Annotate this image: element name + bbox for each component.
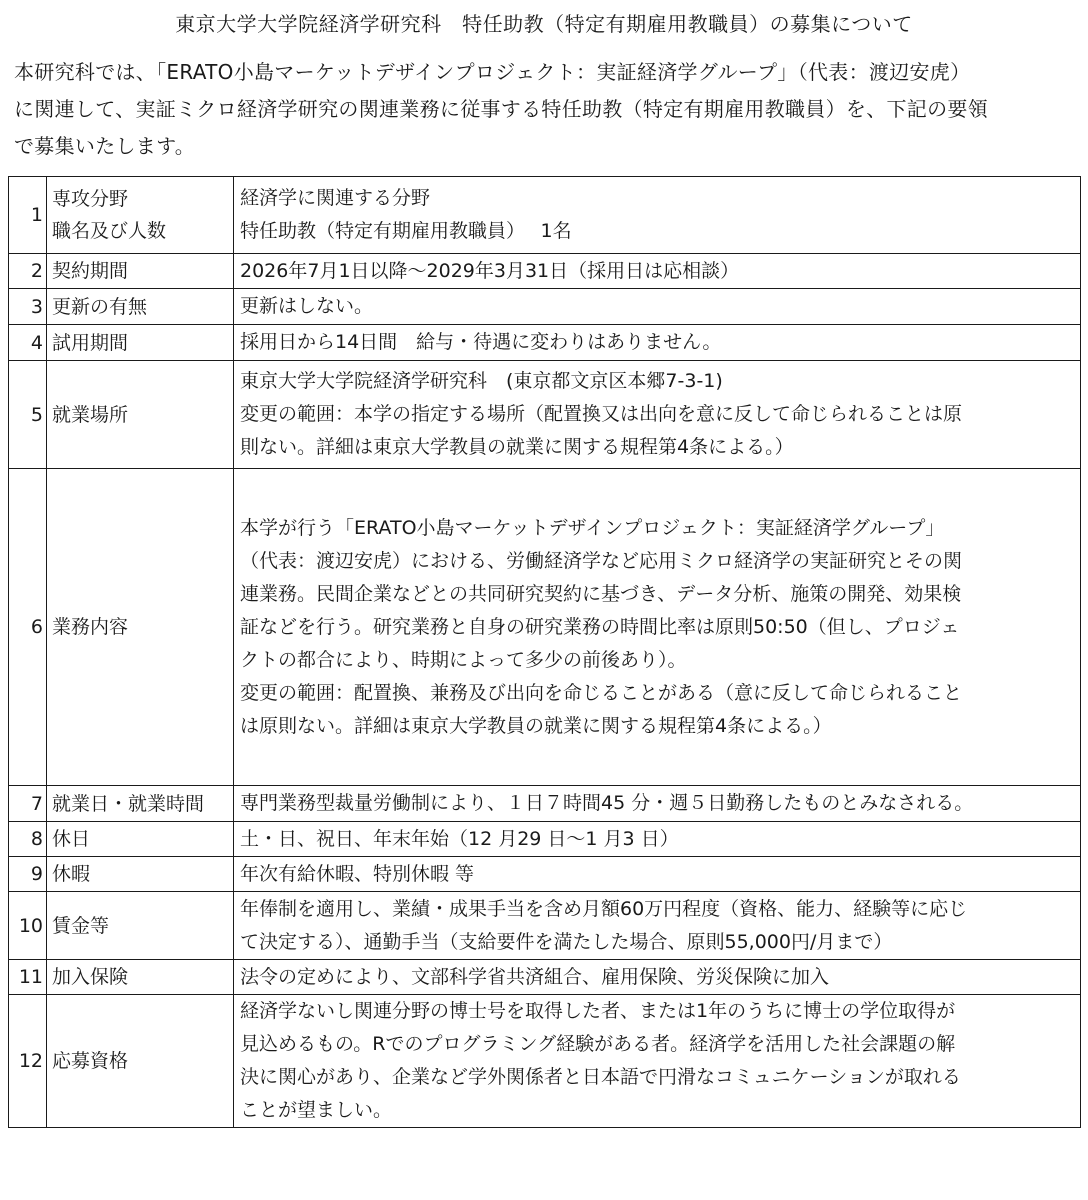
row-content-line: 法令の定めにより、文部科学省共済組合、雇用保険、労災保険に加入	[240, 965, 830, 988]
row-content	[234, 786, 1081, 822]
row-content	[234, 995, 1081, 1128]
intro-line: で募集いたします。	[14, 134, 196, 158]
row-label	[47, 325, 234, 361]
table-row	[9, 469, 1081, 786]
row-content-line: 見込めるもの。Rでのプログラミング経験がある者。経済学を活用した社会課題の解	[240, 1033, 956, 1055]
row-content	[234, 822, 1081, 857]
row-label	[47, 995, 234, 1128]
row-number: 12	[9, 995, 47, 1128]
row-label	[47, 786, 234, 822]
intro-paragraph	[14, 54, 1074, 165]
row-label-line: 賃金等	[52, 914, 110, 937]
row-content-line: 決に関心があり、企業など学外関係者と日本語で円滑なコミュニケーションが取れる	[240, 1066, 961, 1088]
row-content-line: 連業務。民間企業などとの共同研究契約に基づき、データ分析、施策の開発、効果検	[240, 582, 962, 605]
row-label	[47, 254, 234, 289]
row-content-line: て決定する）、通勤手当（支給要件を満たした場合、原則55,000円/月まで）	[240, 930, 893, 953]
row-content	[234, 325, 1081, 361]
table-row	[9, 960, 1081, 995]
row-content-line: 変更の範囲：配置換、兼務及び出向を命じることがある（意に反して命じられること	[240, 681, 963, 704]
intro-line: に関連して、実証ミクロ経済学研究の関連業務に従事する特任助教（特定有期雇用教職員）を、下記の要領	[14, 97, 988, 121]
row-label	[47, 177, 234, 254]
row-number: 10	[9, 892, 47, 960]
intro-line: 本研究科では、「ERATO小島マーケットデザインプロジェクト：実証経済学グループ」（代表：渡辺安虎）	[14, 60, 971, 84]
row-label	[47, 857, 234, 892]
row-content-line: 年次有給休暇、特別休暇 等	[240, 862, 475, 885]
row-content	[234, 361, 1081, 469]
row-content-line: 本学が行う「ERATO小島マーケットデザインプロジェクト：実証経済学グループ」	[240, 516, 945, 539]
row-label-line: 職名及び人数	[52, 220, 167, 242]
row-number: 8	[9, 822, 47, 857]
row-content	[234, 469, 1081, 786]
table-row	[9, 361, 1081, 469]
row-content-line: 採用日から14日間 給与・待遇に変わりはありません。	[240, 331, 722, 353]
table-row	[9, 857, 1081, 892]
row-label	[47, 361, 234, 469]
table-row	[9, 995, 1081, 1128]
row-content-line: 特任助教（特定有期雇用教職員） 1名	[240, 220, 572, 242]
table-row	[9, 892, 1081, 960]
table-row	[9, 325, 1081, 361]
row-label-line: 就業場所	[52, 403, 129, 426]
row-content-line: 更新はしない。	[240, 295, 374, 317]
row-content-line: は原則ない。詳細は東京大学教員の就業に関する規程第4条による。）	[240, 714, 832, 737]
table-row	[9, 822, 1081, 857]
row-content-line: （代表：渡辺安虎）における、労働経済学など応用ミクロ経済学の実証研究とその関	[240, 549, 963, 572]
row-content	[234, 892, 1081, 960]
row-label-line: 専攻分野	[52, 188, 129, 210]
table-row	[9, 289, 1081, 325]
row-content	[234, 857, 1081, 892]
row-label	[47, 469, 234, 786]
row-label-line: 応募資格	[52, 1050, 129, 1072]
row-label-line: 契約期間	[52, 260, 129, 282]
row-number: 5	[9, 361, 47, 469]
page-title: 東京大学大学院経済学研究科 特任助教（特定有期雇用教職員）の募集について	[175, 12, 913, 36]
table-row	[9, 786, 1081, 822]
row-label-line: 加入保険	[52, 966, 129, 988]
row-content-line: 則ない。詳細は東京大学教員の就業に関する規程第4条による。）	[240, 436, 794, 458]
row-content-line: 経済学に関連する分野	[240, 187, 431, 209]
row-label	[47, 289, 234, 325]
row-label	[47, 960, 234, 995]
row-label-line: 休日	[52, 828, 91, 850]
row-content-line: 専門業務型裁量労働制により、１日７時間45 分・週５日勤務したものとみなされる。	[240, 792, 974, 814]
row-number: 11	[9, 960, 47, 995]
row-number: 6	[9, 469, 47, 786]
row-number: 4	[9, 325, 47, 361]
row-content-line: 土・日、祝日、年末年始（12 月29 日～1 月3 日）	[240, 827, 679, 850]
row-number: 7	[9, 786, 47, 822]
row-content-line: 証などを行う。研究業務と自身の研究業務の時間比率は原則50:50（但し、プロジェ	[240, 615, 960, 638]
row-content-line: 東京大学大学院経済学研究科 (東京都文京区本郷7-3-1)	[240, 370, 723, 392]
row-content	[234, 289, 1081, 325]
row-number: 9	[9, 857, 47, 892]
job-details-table	[8, 176, 1081, 1128]
row-number: 1	[9, 177, 47, 254]
row-label-line: 休暇	[52, 863, 91, 885]
row-number: 3	[9, 289, 47, 325]
row-content-line: 2026年7月1日以降～2029年3月31日（採用日は応相談）	[240, 259, 740, 282]
row-content-line: 変更の範囲：本学の指定する場所（配置換又は出向を意に反して命じられることは原	[240, 403, 963, 425]
table-row	[9, 254, 1081, 289]
row-content	[234, 254, 1081, 289]
row-label-line: 就業日・就業時間	[52, 792, 205, 815]
row-content	[234, 177, 1081, 254]
row-label-line: 業務内容	[52, 616, 129, 638]
row-content-line: ことが望ましい。	[240, 1099, 393, 1121]
row-label	[47, 892, 234, 960]
table-row	[9, 177, 1081, 254]
row-content	[234, 960, 1081, 995]
row-content-line: クトの都合により、時期によって多少の前後あり）。	[240, 648, 687, 671]
row-label-line: 更新の有無	[52, 295, 148, 318]
row-label	[47, 822, 234, 857]
job-details-body	[9, 177, 1081, 1128]
row-number: 2	[9, 254, 47, 289]
row-content-line: 経済学ないし関連分野の博士号を取得した者、または1年のうちに博士の学位取得が	[240, 1000, 956, 1022]
row-label-line: 試用期間	[52, 331, 129, 354]
row-content-line: 年俸制を適用し、業績・成果手当を含め月額60万円程度（資格、能力、経験等に応じ	[240, 897, 968, 920]
